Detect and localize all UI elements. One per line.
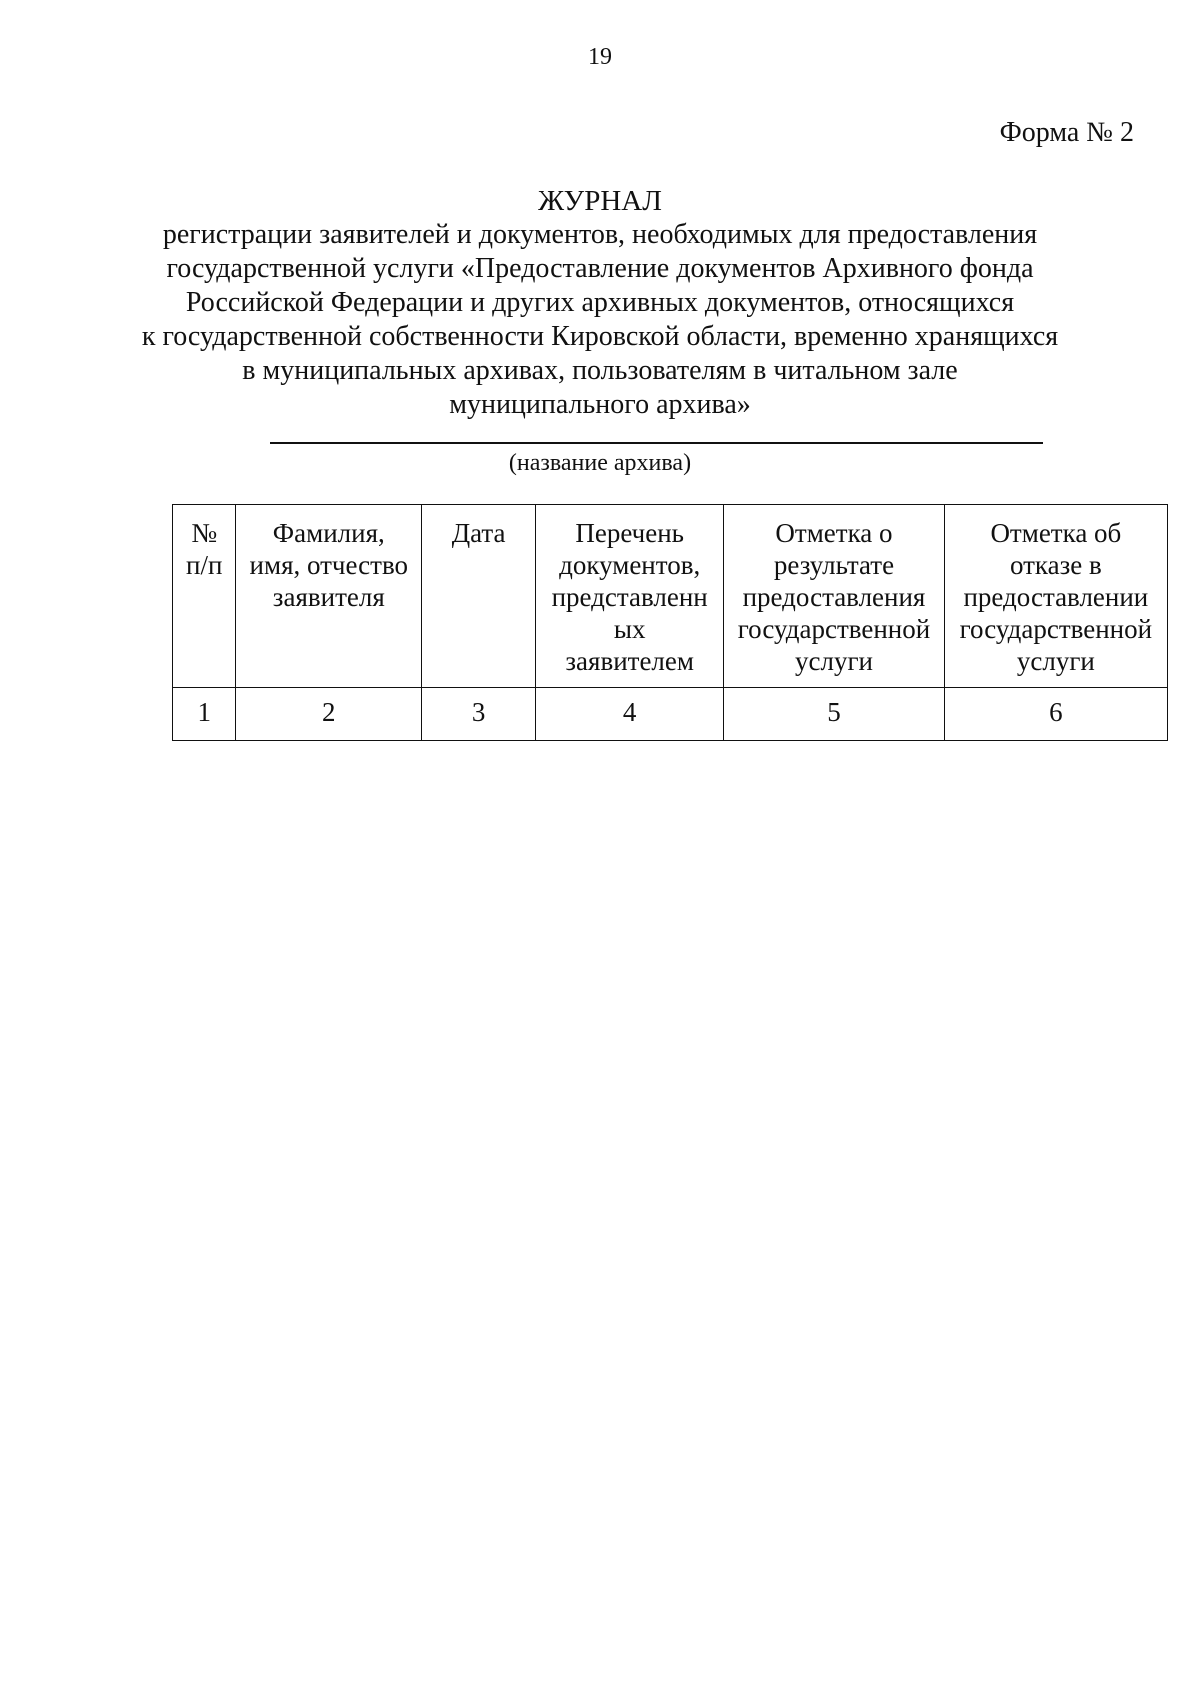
- archive-name-blank-line: [270, 442, 1043, 444]
- header-cell-result-mark: [724, 505, 945, 688]
- subtitle-line: к государственной собственности Кировской области, временно хранящихся: [141, 321, 1059, 352]
- document-title: ЖУРНАЛ: [538, 185, 662, 217]
- form-label: Форма № 2: [999, 117, 1134, 148]
- header-line: Дата: [451, 518, 506, 548]
- header-line: предоставлении: [963, 582, 1149, 612]
- column-number-cell: 1: [173, 688, 236, 741]
- header-line: представленн: [551, 582, 708, 612]
- header-line: №: [191, 518, 218, 548]
- journal-table: [172, 504, 1168, 741]
- header-line: Отметка о: [775, 518, 893, 548]
- column-number-cell: 6: [944, 688, 1167, 741]
- header-line: Фамилия,: [272, 518, 385, 548]
- page-number: 19: [588, 44, 612, 70]
- header-cell-applicant-name: [236, 505, 422, 688]
- title-block: [100, 184, 1100, 422]
- table-header-row: [173, 505, 1168, 688]
- header-cell-refusal-mark: [944, 505, 1167, 688]
- header-line: имя, отчество: [249, 550, 409, 580]
- subtitle-line: Российской Федерации и других архивных документов, относящихся: [185, 287, 1015, 318]
- subtitle-line: в муниципальных архивах, пользователям в читальном зале: [242, 355, 958, 386]
- header-cell-number: [173, 505, 236, 688]
- subtitle-line: муниципального архива»: [449, 389, 751, 420]
- subtitle-line: регистрации заявителей и документов, необходимых для предоставления: [162, 219, 1038, 250]
- header-line: заявителя: [272, 582, 385, 612]
- header-line: документов,: [559, 550, 701, 580]
- header-line: ых: [613, 614, 646, 644]
- header-line: отказе в: [1009, 550, 1102, 580]
- column-number-cell: 4: [536, 688, 724, 741]
- header-line: результате: [773, 550, 895, 580]
- header-line: Отметка об: [990, 518, 1122, 548]
- header-line: услуги: [1016, 646, 1095, 676]
- archive-name-caption: (название архива): [508, 450, 692, 476]
- header-line: государственной: [959, 614, 1153, 644]
- column-number-cell: 5: [724, 688, 945, 741]
- header-line: предоставления: [742, 582, 926, 612]
- header-line: заявителем: [565, 646, 694, 676]
- header-cell-date: [422, 505, 536, 688]
- header-line: услуги: [794, 646, 873, 676]
- column-number-cell: 2: [236, 688, 422, 741]
- column-number-row: [173, 688, 1168, 741]
- header-line: государственной: [737, 614, 931, 644]
- header-line: п/п: [186, 550, 223, 580]
- header-cell-documents-list: [536, 505, 724, 688]
- header-line: Перечень: [575, 518, 684, 548]
- subtitle-line: государственной услуги «Предоставление документов Архивного фонда: [166, 253, 1034, 284]
- column-number-cell: 3: [422, 688, 536, 741]
